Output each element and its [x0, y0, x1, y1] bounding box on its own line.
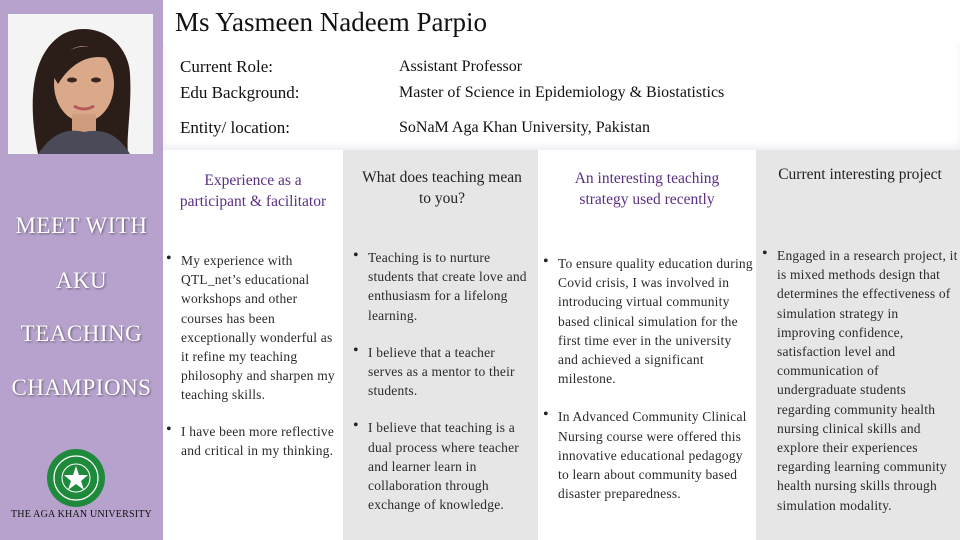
- list-item: • Engaged in a research project, it is mixed methods design that determines the effectiveness of simulation strategy in improving confidence, satisfaction level and communication of undergraduate students regarding community health nursing clinical skills and explore their experiences regarding learning community health nursing skills through simulation modality.: [762, 246, 958, 515]
- university-name: THE AGA KHAN UNIVERSITY: [11, 509, 152, 520]
- list-item: • Teaching is to nurture students that create love and enthusiasm for a lifelong learning.: [353, 248, 533, 325]
- champions-text: CHAMPIONS: [11, 375, 152, 400]
- edu-value: Master of Science in Epidemiology & Biostatistics: [399, 84, 725, 101]
- profile-photo: [8, 14, 153, 154]
- meet-with-text: MEET WITH: [15, 213, 148, 238]
- bullet-list: [762, 246, 958, 515]
- column-experience: [163, 150, 343, 540]
- bullet-list: [166, 251, 338, 460]
- list-item: • In Advanced Community Clinical Nursing course were offered this innovative educational pedagogy to learn about community based disaster preparedness.: [543, 407, 753, 503]
- page-title: Ms Yasmeen Nadeem Parpio: [175, 7, 487, 37]
- bullet-list: [543, 254, 753, 503]
- list-item: • To ensure quality education during Covid crisis, I was involved in introducing virtual community based clinical simulation for the first time ever in the university and achieved a significant milestone.: [543, 254, 753, 388]
- column-heading: What does teaching mean to you?: [362, 169, 522, 207]
- column-heading: An interesting teaching strategy used recently: [574, 170, 720, 208]
- column-teaching-meaning: [343, 150, 538, 540]
- role-value: Assistant Professor: [399, 58, 523, 75]
- list-item: • I have been more reflective and critical in my thinking.: [166, 422, 338, 460]
- entity-label: Entity/ location:: [180, 118, 291, 137]
- left-sidebar: [0, 0, 163, 540]
- edu-label: Edu Background:: [180, 83, 300, 102]
- column-current-project: [756, 150, 960, 540]
- entity-value: SoNaM Aga Khan University, Pakistan: [399, 119, 650, 136]
- list-item: • I believe that teaching is a dual process where teacher and learner learn in collaboration through exchange of knowledge.: [353, 418, 533, 514]
- list-item: • My experience with QTL_net’s educational workshops and other courses has been exceptionally wonderful as it refine my teaching philosophy and sharpen my teaching skills.: [166, 251, 338, 405]
- column-heading: Experience as a participant & facilitator: [179, 172, 327, 210]
- column-teaching-strategy: [538, 150, 756, 540]
- column-heading: Current interesting project: [778, 166, 942, 183]
- aku-text: AKU: [55, 268, 108, 293]
- list-item: • I believe that a teacher serves as a mentor to their students.: [353, 343, 533, 401]
- bullet-list: [353, 248, 533, 514]
- teaching-text: TEACHING: [20, 321, 143, 346]
- aga-khan-university-logo: [46, 448, 106, 508]
- role-label: Current Role:: [180, 57, 274, 76]
